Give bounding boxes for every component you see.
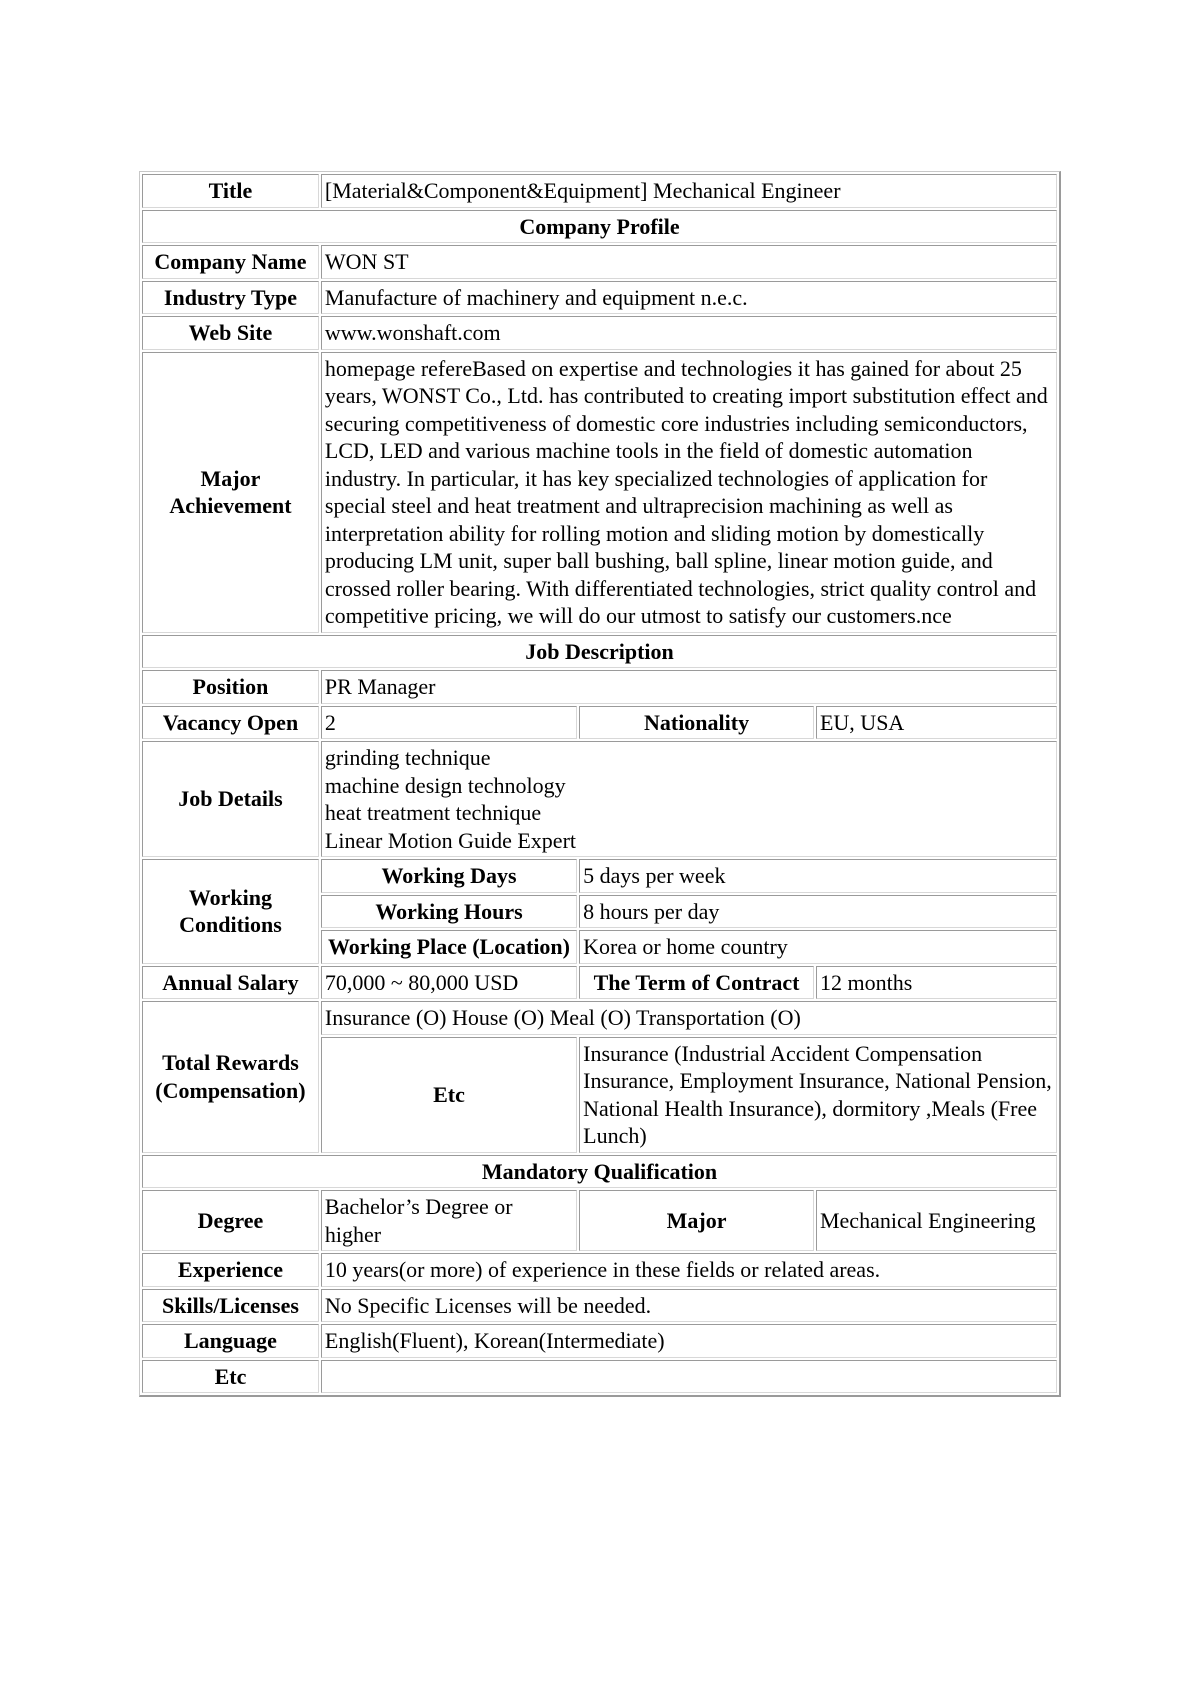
- skills-licenses-label: Skills/Licenses: [142, 1289, 319, 1323]
- nationality-label: Nationality: [579, 706, 814, 740]
- row-skills-licenses: [142, 1289, 1057, 1323]
- annual-salary-label: Annual Salary: [142, 966, 319, 1000]
- language-value: English(Fluent), Korean(Intermediate): [321, 1324, 1057, 1358]
- working-conditions-label: Working Conditions: [142, 859, 319, 964]
- major-achievement-value: homepage refereBased on expertise and technologies it has gained for about 25 years, WONST Co., Ltd. has contributed to creating import substitution effect and securing competitiveness of domestic core industries including semiconductors, LCD, LED and various machine tools in the field of domestic automation industry. In particular, it has key specialized technologies of application for special steel and heat treatment and ultraprecision machining as well as interpretation ability for rolling motion and sliding motion by domestically producing LM unit, super ball bushing, ball spline, linear motion guide, and crossed roller bearing. With differentiated technologies, strict quality control and competitive pricing, we will do our utmost to satisfy our customers.nce: [321, 352, 1057, 633]
- annual-salary-value: 70,000 ~ 80,000 USD: [321, 966, 577, 1000]
- position-value: PR Manager: [321, 670, 1057, 704]
- experience-value: 10 years(or more) of experience in these fields or related areas.: [321, 1253, 1057, 1287]
- row-industry-type: [142, 281, 1057, 315]
- working-days-value: 5 days per week: [579, 859, 1057, 893]
- row-job-description-heading: [142, 635, 1057, 669]
- row-company-profile-heading: [142, 210, 1057, 244]
- language-label: Language: [142, 1324, 319, 1358]
- row-total-rewards-benefits: [142, 1001, 1057, 1035]
- row-etc: [142, 1360, 1057, 1394]
- row-major-achievement: [142, 352, 1057, 633]
- job-posting-table: [139, 171, 1061, 1397]
- company-name-value: WON ST: [321, 245, 1057, 279]
- title-value: [Material&Component&Equipment] Mechanical Engineer: [321, 174, 1057, 208]
- vacancy-open-label: Vacancy Open: [142, 706, 319, 740]
- row-working-days: [142, 859, 1057, 893]
- working-place-label: Working Place (Location): [321, 930, 577, 964]
- working-place-value: Korea or home country: [579, 930, 1057, 964]
- job-detail-line: grinding technique: [324, 745, 491, 770]
- company-name-label: Company Name: [142, 245, 319, 279]
- row-position: [142, 670, 1057, 704]
- term-of-contract-label: The Term of Contract: [579, 966, 814, 1000]
- total-rewards-label: Total Rewards (Compensation): [142, 1001, 319, 1153]
- row-degree-major: [142, 1190, 1057, 1251]
- title-label: Title: [142, 174, 319, 208]
- experience-label: Experience: [142, 1253, 319, 1287]
- company-profile-heading: Company Profile: [142, 210, 1057, 244]
- row-vacancy-nationality: [142, 706, 1057, 740]
- row-web-site: [142, 316, 1057, 350]
- degree-label: Degree: [142, 1190, 319, 1251]
- job-details-label: Job Details: [142, 741, 319, 857]
- row-language: [142, 1324, 1057, 1358]
- industry-type-value: Manufacture of machinery and equipment n.e.c.: [321, 281, 1057, 315]
- rewards-etc-label: Etc: [321, 1037, 577, 1153]
- row-title: [142, 174, 1057, 208]
- job-details-value: [321, 741, 1057, 857]
- row-job-details: [142, 741, 1057, 857]
- major-value: Mechanical Engineering: [816, 1190, 1057, 1251]
- row-company-name: [142, 245, 1057, 279]
- skills-licenses-value: No Specific Licenses will be needed.: [321, 1289, 1057, 1323]
- mandatory-qualification-heading: Mandatory Qualification: [142, 1155, 1057, 1189]
- job-detail-line: Linear Motion Guide Expert: [324, 827, 577, 853]
- row-experience: [142, 1253, 1057, 1287]
- web-site-label: Web Site: [142, 316, 319, 350]
- web-site-value: www.wonshaft.com: [321, 316, 1057, 350]
- nationality-value: EU, USA: [816, 706, 1057, 740]
- major-label: Major: [579, 1190, 814, 1251]
- total-rewards-benefits: Insurance (O) House (O) Meal (O) Transportation (O): [321, 1001, 1057, 1035]
- working-days-label: Working Days: [321, 859, 577, 893]
- major-achievement-label: Major Achievement: [142, 352, 319, 633]
- degree-value: Bachelor’s Degree or higher: [321, 1190, 577, 1251]
- row-salary-term: [142, 966, 1057, 1000]
- etc-label: Etc: [142, 1360, 319, 1394]
- industry-type-label: Industry Type: [142, 281, 319, 315]
- term-of-contract-value: 12 months: [816, 966, 1057, 1000]
- working-hours-value: 8 hours per day: [579, 895, 1057, 929]
- working-hours-label: Working Hours: [321, 895, 577, 929]
- job-detail-line: heat treatment technique: [324, 800, 542, 825]
- job-detail-line: machine design technology: [324, 772, 566, 798]
- job-description-heading: Job Description: [142, 635, 1057, 669]
- rewards-etc-value: Insurance (Industrial Accident Compensation Insurance, Employment Insurance, National Pension, National Health Insurance), dormitory ,Meals (Free Lunch): [579, 1037, 1057, 1153]
- position-label: Position: [142, 670, 319, 704]
- etc-value: [321, 1360, 1057, 1394]
- vacancy-open-value: 2: [321, 706, 577, 740]
- row-mandatory-qualification-heading: [142, 1155, 1057, 1189]
